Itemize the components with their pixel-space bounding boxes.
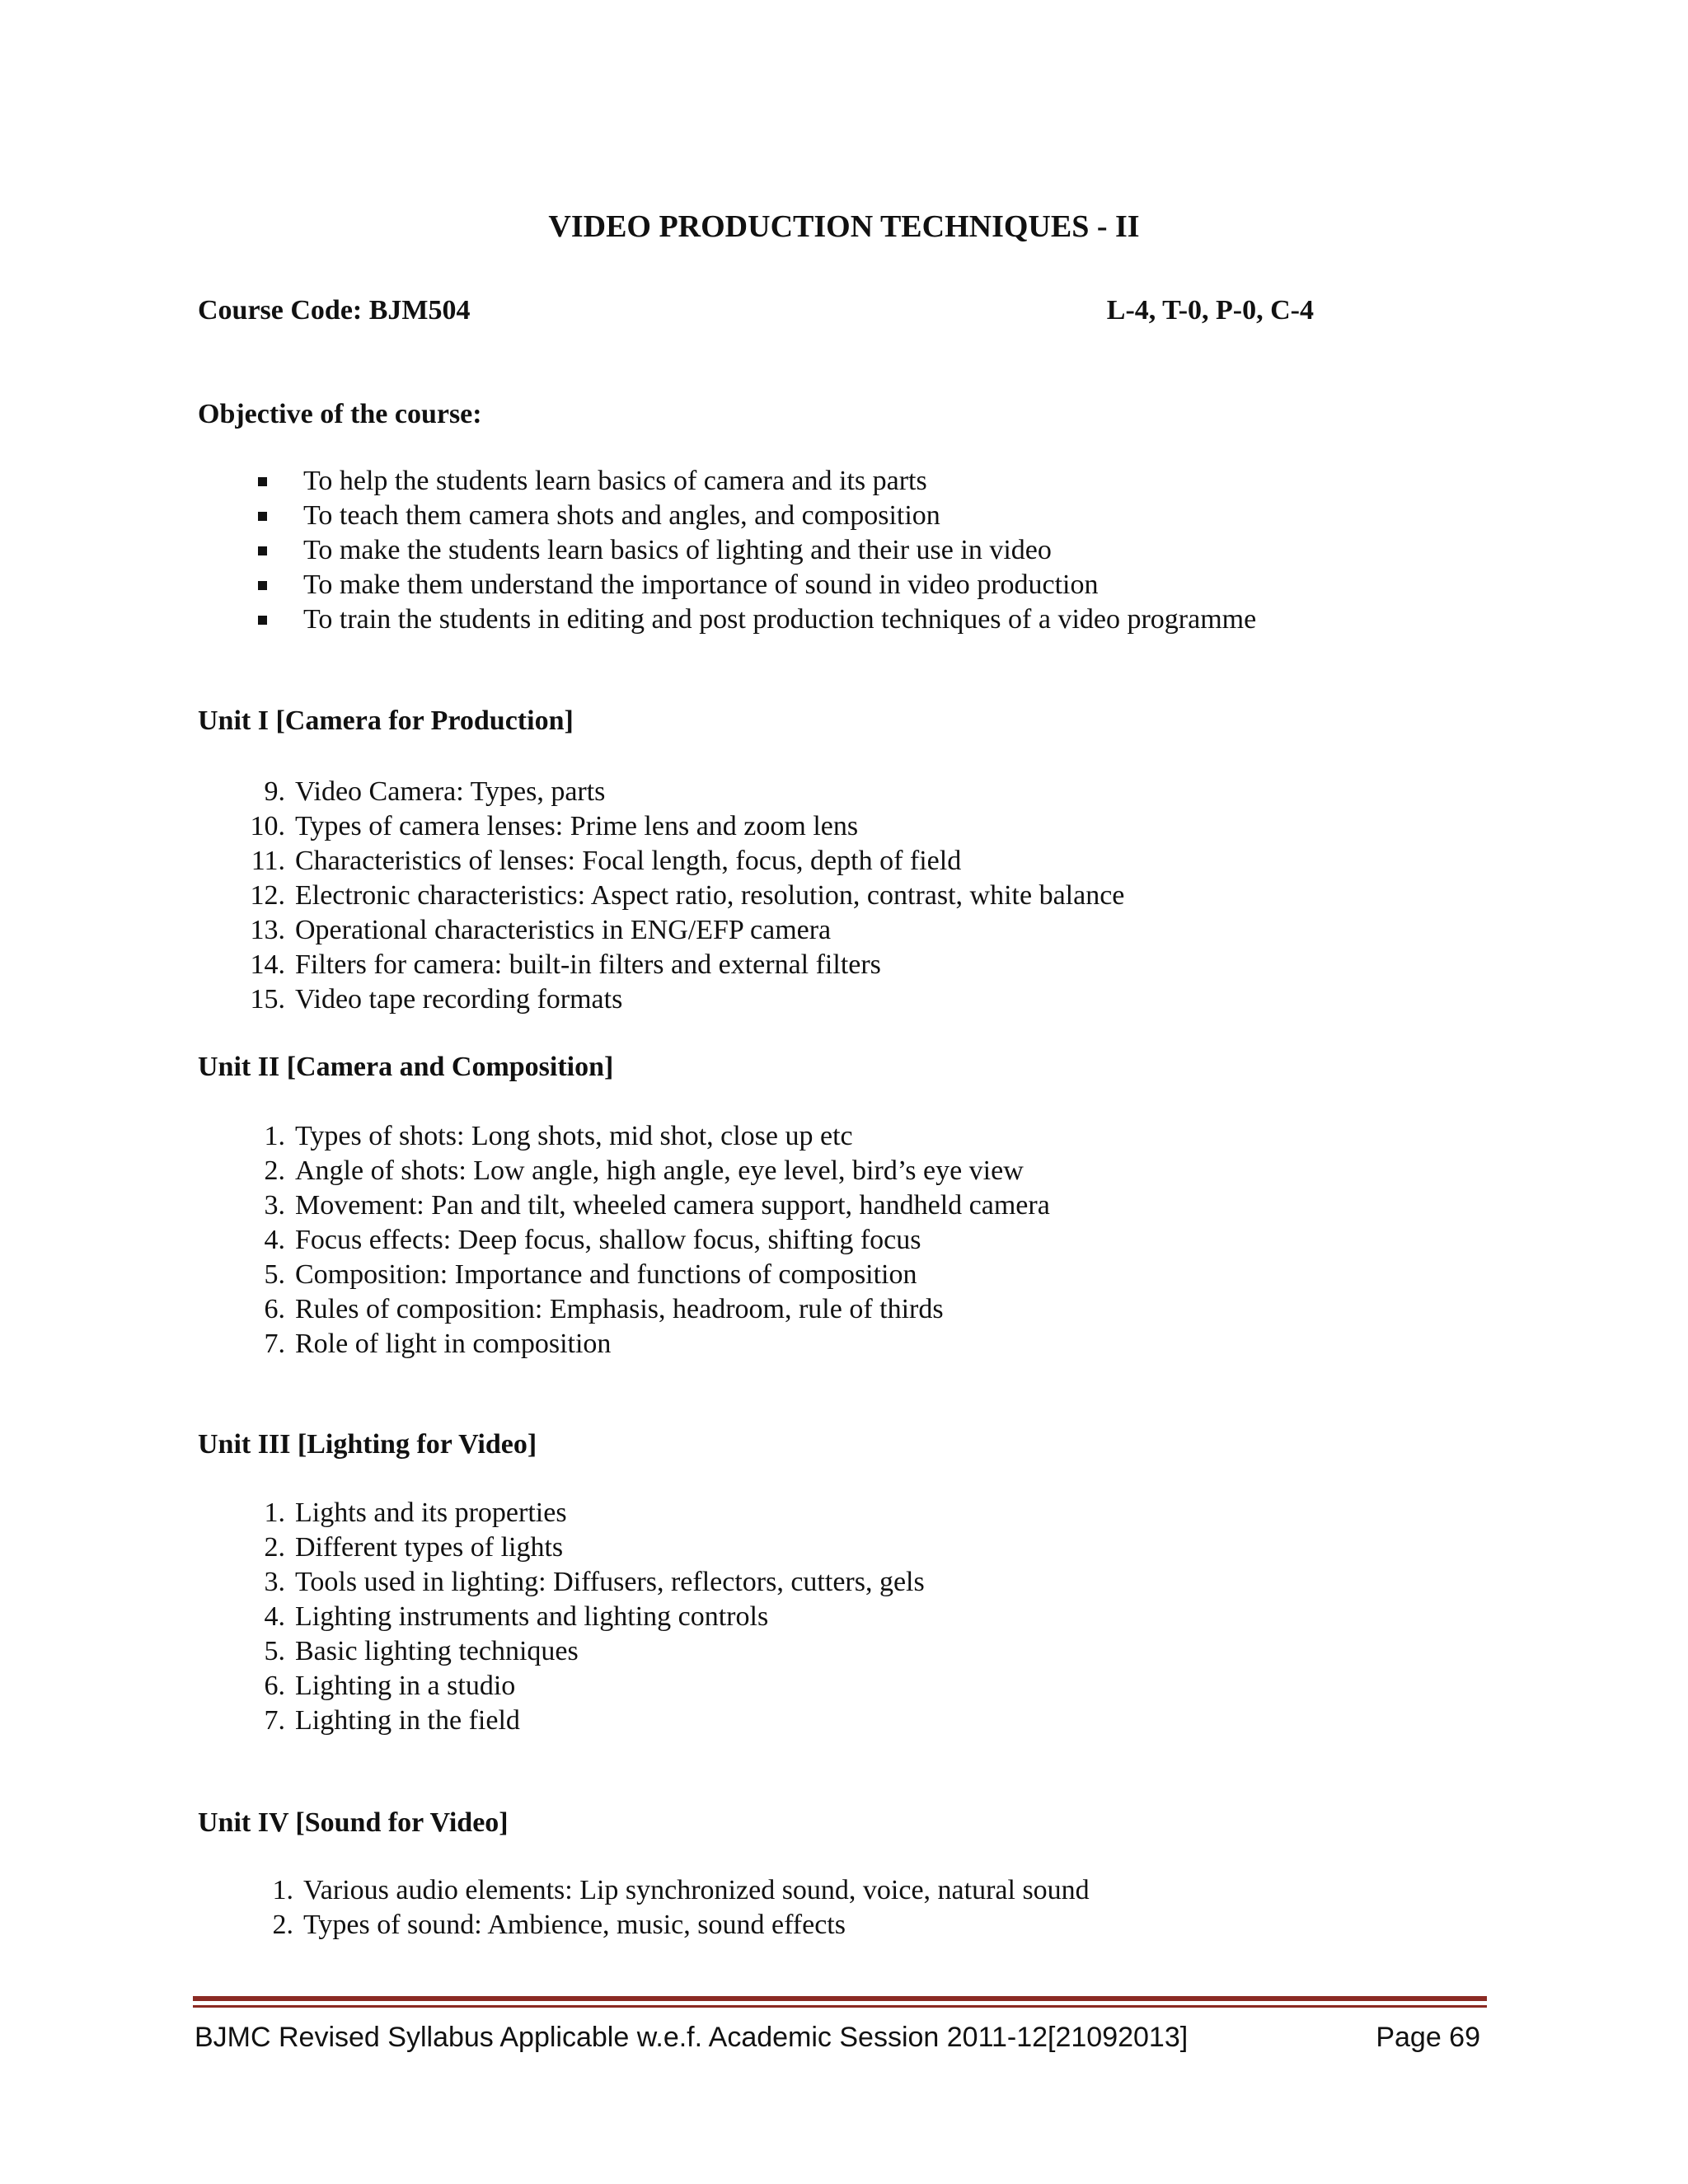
list-item: 4. Lighting instruments and lighting controls bbox=[264, 1601, 769, 1632]
list-item: To make them understand the importance of sound in video production bbox=[303, 568, 1256, 602]
list-item: To teach them camera shots and angles, and composition bbox=[303, 499, 1256, 533]
list-item: 7. Lighting in the field bbox=[264, 1705, 520, 1736]
footer-divider bbox=[193, 1996, 1487, 2001]
list-item: 4. Focus effects: Deep focus, shallow focus, shifting focus bbox=[264, 1225, 921, 1255]
list-item: 9. Video Camera: Types, parts bbox=[264, 776, 606, 807]
list-item: 10. Types of camera lenses: Prime lens and zoom lens bbox=[250, 811, 859, 841]
list-item: 2. Angle of shots: Low angle, high angle, eye level, bird’s eye view bbox=[264, 1155, 1024, 1186]
unit-3-heading: Unit III [Lighting for Video] bbox=[198, 1429, 537, 1460]
list-item: To make the students learn basics of lighting and their use in video bbox=[303, 533, 1256, 568]
list-item: To train the students in editing and post production techniques of a video programme bbox=[303, 602, 1256, 637]
unit-2-heading: Unit II [Camera and Composition] bbox=[198, 1052, 614, 1082]
page-title: VIDEO PRODUCTION TECHNIQUES - II bbox=[548, 209, 1140, 244]
square-bullet-icon bbox=[258, 581, 267, 590]
list-item: 6. Rules of composition: Emphasis, headroom, rule of thirds bbox=[264, 1294, 944, 1324]
list-item: 6. Lighting in a studio bbox=[264, 1671, 516, 1701]
list-item: 5. Basic lighting techniques bbox=[264, 1636, 579, 1666]
list-item: 5. Composition: Importance and functions of composition bbox=[264, 1259, 917, 1290]
square-bullet-icon bbox=[258, 616, 267, 625]
unit-4-heading: Unit IV [Sound for Video] bbox=[198, 1807, 509, 1838]
list-item: 3. Movement: Pan and tilt, wheeled camera support, handheld camera bbox=[264, 1190, 1050, 1221]
unit-3-list bbox=[264, 1496, 925, 1738]
list-item: 14. Filters for camera: built-in filters and external filters bbox=[250, 949, 881, 980]
course-code: Course Code: BJM504 bbox=[198, 295, 471, 326]
objective-heading: Objective of the course: bbox=[198, 399, 482, 429]
square-bullet-icon bbox=[258, 546, 267, 555]
unit-1-list bbox=[250, 775, 1125, 1017]
list-item: 15. Video tape recording formats bbox=[250, 984, 623, 1015]
list-item: 13. Operational characteristics in ENG/EFP camera bbox=[250, 915, 832, 945]
course-credits: L-4, T-0, P-0, C-4 bbox=[1106, 295, 1314, 326]
list-item: 11. Characteristics of lenses: Focal length, focus, depth of field bbox=[251, 846, 962, 876]
square-bullet-icon bbox=[258, 512, 267, 521]
list-item: 7. Role of light in composition bbox=[264, 1329, 612, 1359]
page-number: Page 69 bbox=[1376, 2022, 1480, 2053]
footer-syllabus-note: BJMC Revised Syllabus Applicable w.e.f. Academic Session 2011-12[21092013] bbox=[195, 2022, 1189, 2053]
list-item: 3. Tools used in lighting: Diffusers, reflectors, cutters, gels bbox=[264, 1567, 925, 1597]
list-item: 1. Types of shots: Long shots, mid shot, close up etc bbox=[264, 1121, 853, 1151]
unit-4-list bbox=[272, 1873, 1090, 1943]
page-footer bbox=[195, 2014, 1487, 2060]
list-item: 2. Different types of lights bbox=[264, 1532, 564, 1563]
footer-divider-thin bbox=[193, 2005, 1487, 2008]
list-item: 1. Lights and its properties bbox=[264, 1497, 567, 1528]
list-item: 2. Types of sound: Ambience, music, sound effects bbox=[272, 1910, 846, 1940]
square-bullet-icon bbox=[258, 477, 267, 486]
objective-list bbox=[303, 464, 1256, 637]
list-item: 12. Electronic characteristics: Aspect ratio, resolution, contrast, white balance bbox=[250, 880, 1125, 911]
unit-1-heading: Unit I [Camera for Production] bbox=[198, 705, 574, 736]
unit-2-list bbox=[264, 1119, 1050, 1361]
list-item: To help the students learn basics of camera and its parts bbox=[303, 464, 1256, 499]
list-item: 1. Various audio elements: Lip synchronized sound, voice, natural sound bbox=[272, 1875, 1090, 1905]
course-info-row bbox=[198, 292, 1335, 330]
